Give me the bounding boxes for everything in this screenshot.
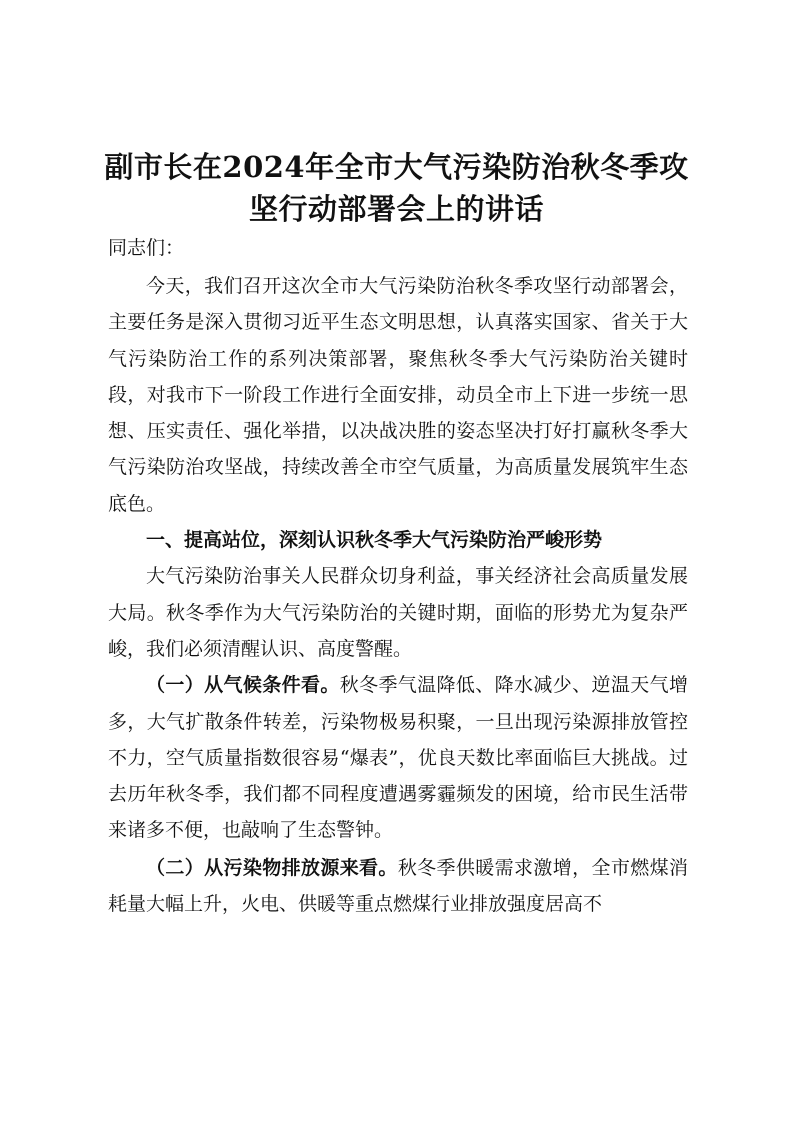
document-body [108,268,688,922]
section-1-heading: 一、提高站位，深刻认识秋冬季大气污染防治严峻形势 [146,529,603,552]
subsection-2-text: 秋冬季供暖需求激增，全市燃煤消耗量大幅上升，火电、供暖等重点燃煤行业排放强度居高不 [108,856,688,916]
subsection-1-heading: （一）从气候条件看。 [146,674,340,697]
subsection-1-text: 秋冬季气温降低、降水减少、逆温天气增多，大气扩散条件转差，污染物极易积聚，一旦出现污染源排放管控不力，空气质量指数很容易“爆表”，优良天数比率面临巨大挑战。过去历年秋冬季，我们都不同程度遭遇雾霾频发的困境，给市民生活带来诸多不便，也敲响了生态警钟。 [108,674,688,842]
subsection-2-heading: （二）从污染物排放源来看。 [146,856,398,879]
title-line-2: 坚行动部署会上的讲话 [248,192,544,226]
document-title [100,146,693,230]
section-1-paragraph: 大气污染防治事关人民群众切身利益，事关经济社会高质量发展大局。秋冬季作为大气污染防治的关键时期，面临的形势尤为复杂严峻，我们必须清醒认识、高度警醒。 [108,565,688,660]
intro-paragraph: 今天，我们召开这次全市大气污染防治秋冬季攻坚行动部署会，主要任务是深入贯彻习近平生态文明思想，认真落实国家、省关于大气污染防治工作的系列决策部署，聚焦秋冬季大气污染防治关键时段，对我市下一阶段工作进行全面安排，动员全市上下进一步统一思想、压实责任、强化举措，以决战决胜的姿态坚决打好打赢秋冬季大气污染防治攻坚战，持续改善全市空气质量，为高质量发展筑牢生态底色。 [108,275,688,515]
title-line-1: 副市长在2024年全市大气污染防治秋冬季攻 [104,150,689,184]
subsection-2-paragraph [108,850,688,923]
subsection-1-paragraph [108,667,688,848]
salutation: 同志们： [108,237,185,259]
